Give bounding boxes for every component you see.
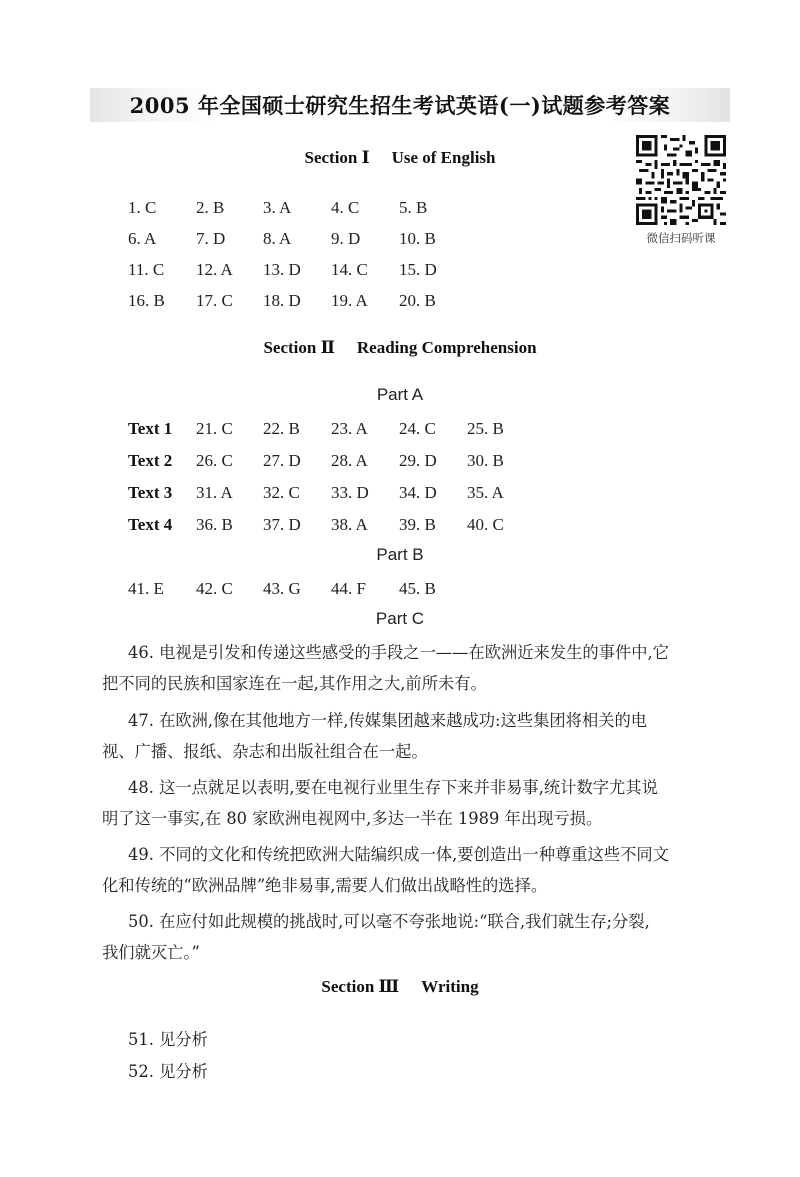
answer-item: 13. D [263, 260, 301, 279]
part-c-heading: Part C [375, 609, 425, 628]
answer-item: 3. A [263, 198, 292, 217]
answer-item: 14. C [331, 260, 368, 279]
answer-item: 5. B [399, 198, 428, 217]
answer-item: 7. D [196, 229, 226, 248]
translation-line: 46. 电视是引发和传递这些感受的手段之一——在欧洲近来发生的事件中,它 [128, 643, 669, 662]
answer-item: 39. B [399, 515, 436, 534]
translation-46 [102, 637, 738, 699]
qr-caption: 微信扫码听课 [646, 231, 716, 245]
translation-line: 50. 在应付如此规模的挑战时,可以毫不夸张地说:“联合,我们就生存;分裂, [128, 912, 650, 931]
answer-item: 42. C [196, 579, 233, 598]
section-2-number: Section Ⅱ [263, 338, 335, 357]
text-label: Text 1 [128, 419, 173, 438]
answer-item: 23. A [331, 419, 368, 438]
answer-item: 40. C [467, 515, 504, 534]
section-2-name: Reading Comprehension [356, 338, 537, 357]
answer-item: 8. A [263, 229, 292, 248]
answer-item: 31. A [196, 483, 233, 502]
answer-item: 10. B [399, 229, 436, 248]
answer-item: 36. B [196, 515, 233, 534]
answer-item: 17. C [196, 291, 233, 310]
translation-line: 视、广播、报纸、杂志和出版社组合在一起。 [102, 742, 428, 761]
translation-line: 我们就灭亡。” [102, 943, 200, 962]
part-a-heading: Part A [376, 385, 424, 404]
section-1-name: Use of English [391, 148, 496, 167]
section-1-heading [0, 148, 800, 168]
answer-item: 37. D [263, 515, 301, 534]
answer-item: 1. C [128, 198, 157, 217]
answer-item: 6. A [128, 229, 157, 248]
answer-item: 12. A [196, 260, 233, 279]
answer-item: 19. A [331, 291, 368, 310]
text-label: Text 3 [128, 483, 173, 502]
section-2-heading [0, 338, 800, 358]
answer-item: 32. C [263, 483, 300, 502]
answer-item: 26. C [196, 451, 233, 470]
answer-item: 16. B [128, 291, 165, 310]
section-3-name: Writing [421, 977, 479, 996]
answer-item: 15. D [399, 260, 437, 279]
writing-answer-52: 52. 见分析 [128, 1062, 208, 1081]
answer-item: 11. C [128, 260, 165, 279]
translation-50 [102, 906, 738, 968]
part-b-heading: Part B [376, 545, 424, 564]
answer-item: 21. C [196, 419, 233, 438]
section-1-number: Section Ⅰ [304, 148, 370, 167]
answer-item: 34. D [399, 483, 437, 502]
answer-item: 30. B [467, 451, 504, 470]
translation-line: 48. 这一点就足以表明,要在电视行业里生存下来并非易事,统计数字尤其说 [128, 778, 658, 797]
translation-47 [102, 705, 738, 767]
answer-item: 24. C [399, 419, 436, 438]
answer-item: 4. C [331, 198, 360, 217]
answer-item: 41. E [128, 579, 164, 598]
answer-item: 43. G [263, 579, 301, 598]
answer-item: 33. D [331, 483, 369, 502]
translation-line: 把不同的民族和国家连在一起,其作用之大,前所未有。 [102, 674, 487, 693]
answer-item: 28. A [331, 451, 368, 470]
section-3-number: Section Ⅲ [321, 977, 400, 996]
answer-item: 20. B [399, 291, 436, 310]
answer-item: 27. D [263, 451, 301, 470]
page-title: 2005 年全国硕士研究生招生考试英语(一)试题参考答案 [129, 93, 671, 118]
section-3-heading [0, 977, 800, 997]
answer-item: 29. D [399, 451, 437, 470]
text-label: Text 4 [128, 515, 173, 534]
answer-item: 2. B [196, 198, 225, 217]
translation-line: 47. 在欧洲,像在其他地方一样,传媒集团越来越成功:这些集团将相关的电 [128, 711, 648, 730]
translation-48 [102, 772, 738, 834]
answer-item: 38. A [331, 515, 368, 534]
answer-item: 22. B [263, 419, 300, 438]
answer-item: 45. B [399, 579, 436, 598]
answer-item: 44. F [331, 579, 366, 598]
translation-line: 化和传统的“欧洲品牌”绝非易事,需要人们做出战略性的选择。 [102, 876, 548, 895]
text-label: Text 2 [128, 451, 173, 470]
writing-answer-51: 51. 见分析 [128, 1030, 208, 1049]
answer-item: 25. B [467, 419, 504, 438]
translation-49 [102, 839, 738, 901]
translation-line: 明了这一事实,在 80 家欧洲电视网中,多达一半在 1989 年出现亏损。 [102, 809, 603, 828]
answer-item: 9. D [331, 229, 361, 248]
answer-item: 18. D [263, 291, 301, 310]
answer-item: 35. A [467, 483, 504, 502]
translation-line: 49. 不同的文化和传统把欧洲大陆编织成一体,要创造出一种尊重这些不同文 [128, 845, 669, 864]
